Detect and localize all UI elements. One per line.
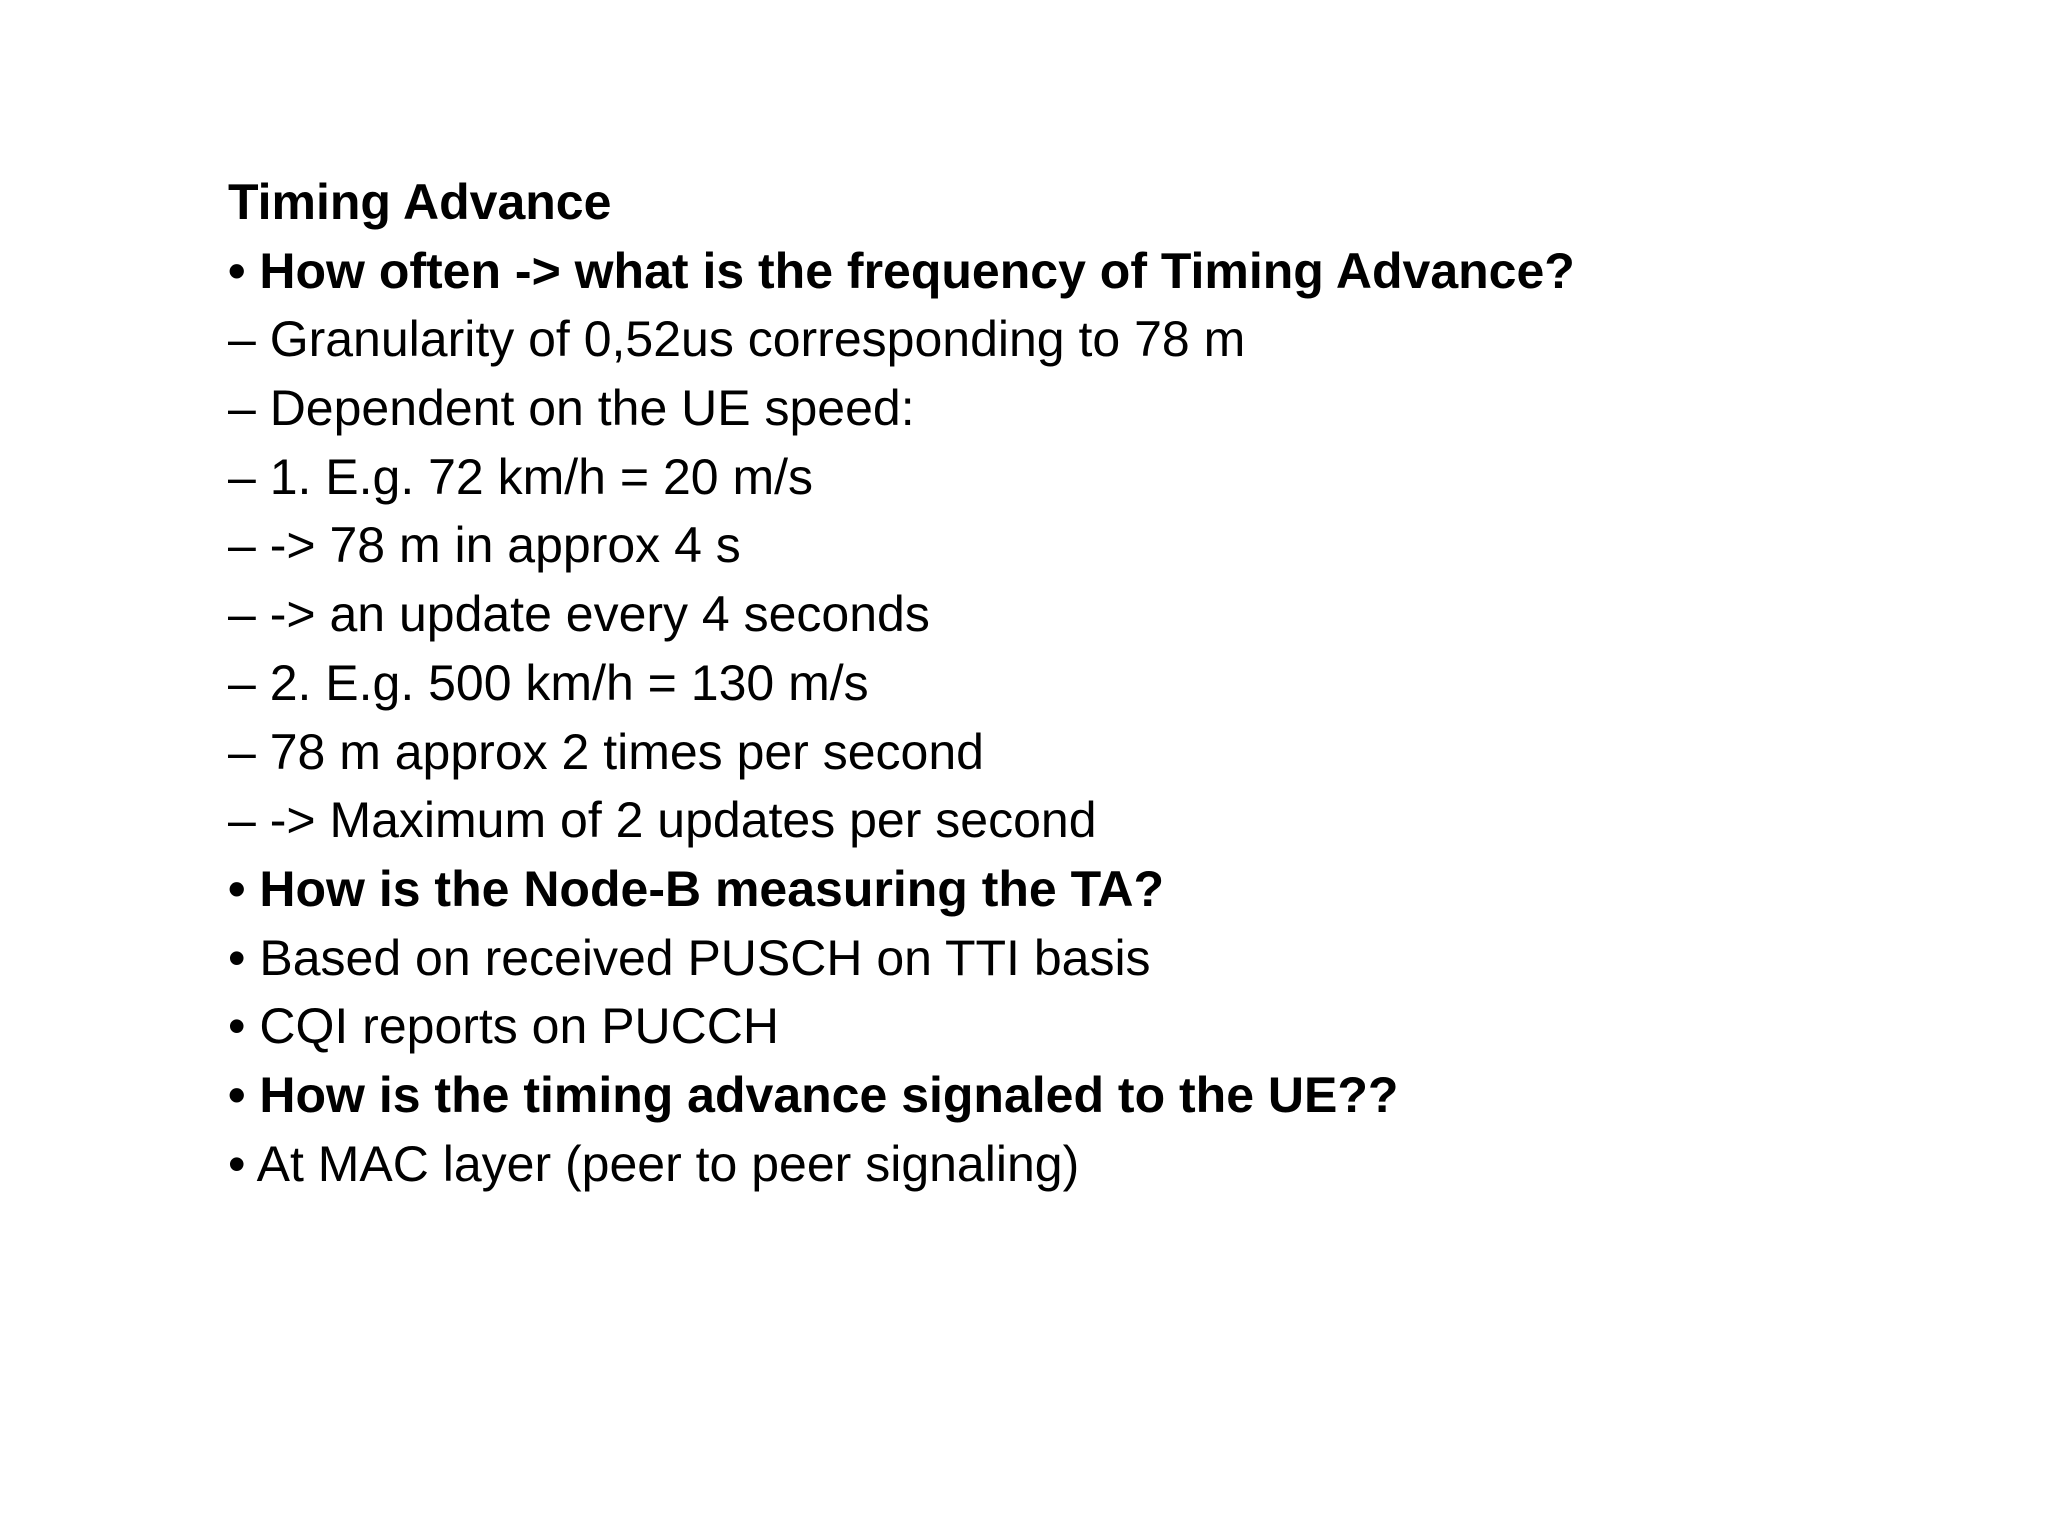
bullet-line: • How is the Node-B measuring the TA? xyxy=(228,860,1165,917)
bullet-line: • At MAC layer (peer to peer signaling) xyxy=(228,1135,1080,1192)
bullet-line: • CQI reports on PUCCH xyxy=(228,998,779,1055)
slide-title: Timing Advance xyxy=(228,174,612,230)
bullet-line: – -> an update every 4 seconds xyxy=(228,586,930,643)
bullet-line: – -> Maximum of 2 updates per second xyxy=(228,792,1097,849)
bullet-line: – Granularity of 0,52us corresponding to 78 m xyxy=(228,311,1246,368)
bullet-line: • How often -> what is the frequency of Timing Advance? xyxy=(228,242,1575,299)
bullet-line: – 78 m approx 2 times per second xyxy=(228,723,984,780)
bullet-line: – 2. E.g. 500 km/h = 130 m/s xyxy=(228,654,869,711)
bullet-line: – -> 78 m in approx 4 s xyxy=(228,517,741,574)
slide-content xyxy=(228,168,1948,1198)
bullet-line: – 1. E.g. 72 km/h = 20 m/s xyxy=(228,448,814,505)
bullet-line: • Based on received PUSCH on TTI basis xyxy=(228,929,1151,986)
bullet-line: – Dependent on the UE speed: xyxy=(228,380,915,437)
bullet-line: • How is the timing advance signaled to the UE?? xyxy=(228,1066,1399,1123)
